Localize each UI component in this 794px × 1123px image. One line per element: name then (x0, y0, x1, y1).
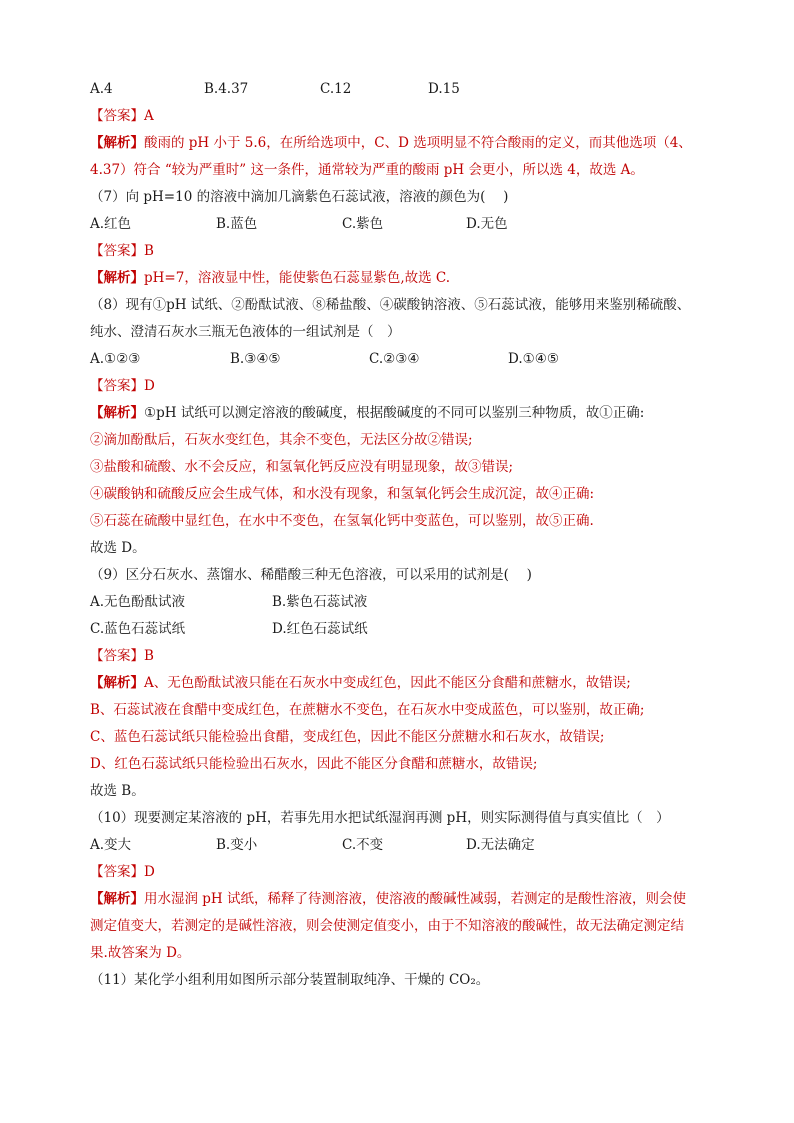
explanation-label: 【解析】 (90, 270, 144, 286)
q10-option-c: C.不变 (342, 837, 384, 853)
q11-stem: （11）某化学小组利用如图所示部分装置制取纯净、干燥的 CO₂。 (90, 972, 490, 988)
q10-explanation-text: 用水湿润 pH 试纸，稀释了待测溶液，使溶液的酸碱性减弱，若测定的是酸性溶液，则会使 (144, 891, 686, 907)
q7-answer: 【答案】B (90, 243, 154, 259)
q10-option-d: D.无法确定 (466, 837, 535, 853)
q10-explanation-line-2: 测定值变大，若测定的是碱性溶液，则会使测定值变小，由于不知溶液的酸碱性，故无法确定测定结 (90, 918, 684, 934)
q9-option-a: A.无色酚酞试液 (90, 594, 186, 610)
q10-answer: 【答案】D (90, 864, 155, 880)
q10-stem: （10）现要测定某溶液的 pH，若事先用水把试纸湿润再测 pH，则实际测得值与真实值比（ ） (90, 810, 670, 826)
explanation-label: 【解析】 (90, 405, 144, 421)
q9-option-b: B.紫色石蕊试液 (272, 594, 368, 610)
explanation-label: 【解析】 (90, 891, 144, 907)
q9-option-d: D.红色石蕊试纸 (272, 621, 368, 637)
q9-option-c: C.蓝色石蕊试纸 (90, 621, 186, 637)
q7-explanation-text: pH=7，溶液显中性，能使紫色石蕊显紫色,故选 C. (144, 270, 451, 286)
q6-option-c: C.12 (320, 81, 352, 97)
q7-option-b: B.蓝色 (216, 216, 258, 232)
q8-explanation-line-5: ⑤石蕊在硫酸中显红色，在水中不变色，在氢氧化钙中变蓝色，可以鉴别，故⑤正确. (90, 513, 594, 529)
q6-option-a: A.4 (90, 81, 113, 97)
q8-option-b: B.③④⑤ (230, 351, 281, 367)
q7-option-c: C.紫色 (342, 216, 384, 232)
q8-option-a: A.①②③ (90, 351, 141, 367)
q6-answer: 【答案】A (90, 108, 154, 124)
q6-option-d: D.15 (428, 81, 460, 97)
q8-stem-line-1: （8）现有①pH 试纸、②酚酞试液、⑧稀盐酸、④碳酸钠溶液、⑤石蕊试液，能够用来鉴别稀硫酸、 (90, 297, 691, 313)
explanation-label: 【解析】 (90, 135, 144, 151)
q7-explanation-line (90, 269, 710, 287)
q7-stem: （7）向 pH=10 的溶液中滴加几滴紫色石蕊试液，溶液的颜色为( ) (90, 189, 509, 205)
q8-explanation-line (90, 404, 710, 422)
q6-explanation-text: 酸雨的 pH 小于 5.6，在所给选项中，C、D 选项明显不符合酸雨的定义，而其他选项（4、 (144, 135, 692, 151)
q8-answer: 【答案】D (90, 378, 155, 394)
q10-explanation-line-3: 果.故答案为 D。 (90, 945, 191, 961)
q8-option-c: C.②③④ (369, 351, 420, 367)
q8-stem-line-2: 纯水、澄清石灰水三瓶无色液体的一组试剂是（ ） (90, 324, 401, 340)
q6-explanation-line-2: 4.37）符合 “较为严重时” 这一条件，通常较为严重的酸雨 pH 会更小，所以选 4，故选 A。 (90, 162, 644, 178)
q8-option-d: D.①④⑤ (508, 351, 559, 367)
q10-option-a: A.变大 (90, 837, 132, 853)
q6-explanation-line (90, 134, 710, 152)
q8-explanation-line-3: ③盐酸和硫酸、水不会反应，和氢氧化钙反应没有明显现象，故③错误; (90, 459, 514, 475)
q9-conclusion: 故选 B。 (90, 783, 145, 799)
q7-option-a: A.红色 (90, 216, 132, 232)
q9-answer: 【答案】B (90, 648, 154, 664)
q6-option-b: B.4.37 (204, 81, 249, 97)
q8-explanation-text: ①pH 试纸可以测定溶液的酸碱度，根据酸碱度的不同可以鉴别三种物质，故①正确: (144, 405, 645, 421)
q9-stem: （9）区分石灰水、蒸馏水、稀醋酸三种无色溶液，可以采用的试剂是( ) (90, 567, 532, 583)
q9-explanation-line-2: B、石蕊试液在食醋中变成红色，在蔗糖水不变色，在石灰水中变成蓝色，可以鉴别，故正确; (90, 702, 645, 718)
q8-conclusion: 故选 D。 (90, 540, 146, 556)
q9-explanation-line (90, 674, 710, 692)
q9-explanation-line-3: C、蓝色石蕊试纸只能检验出食醋，变成红色，因此不能区分蔗糖水和石灰水，故错误; (90, 729, 605, 745)
q9-explanation-line-4: D、红色石蕊试纸只能检验出石灰水，因此不能区分食醋和蔗糖水，故错误; (90, 756, 538, 772)
q9-explanation-text: A、无色酚酞试液只能在石灰水中变成红色，因此不能区分食醋和蔗糖水，故错误; (144, 675, 631, 691)
q10-explanation-line (90, 890, 710, 908)
q7-option-d: D.无色 (466, 216, 508, 232)
q8-explanation-line-2: ②滴加酚酞后，石灰水变红色，其余不变色，无法区分故②错误; (90, 432, 473, 448)
explanation-label: 【解析】 (90, 675, 144, 691)
q10-option-b: B.变小 (216, 837, 258, 853)
q8-explanation-line-4: ④碳酸钠和硫酸反应会生成气体，和水没有现象，和氢氧化钙会生成沉淀，故④正确: (90, 486, 595, 502)
